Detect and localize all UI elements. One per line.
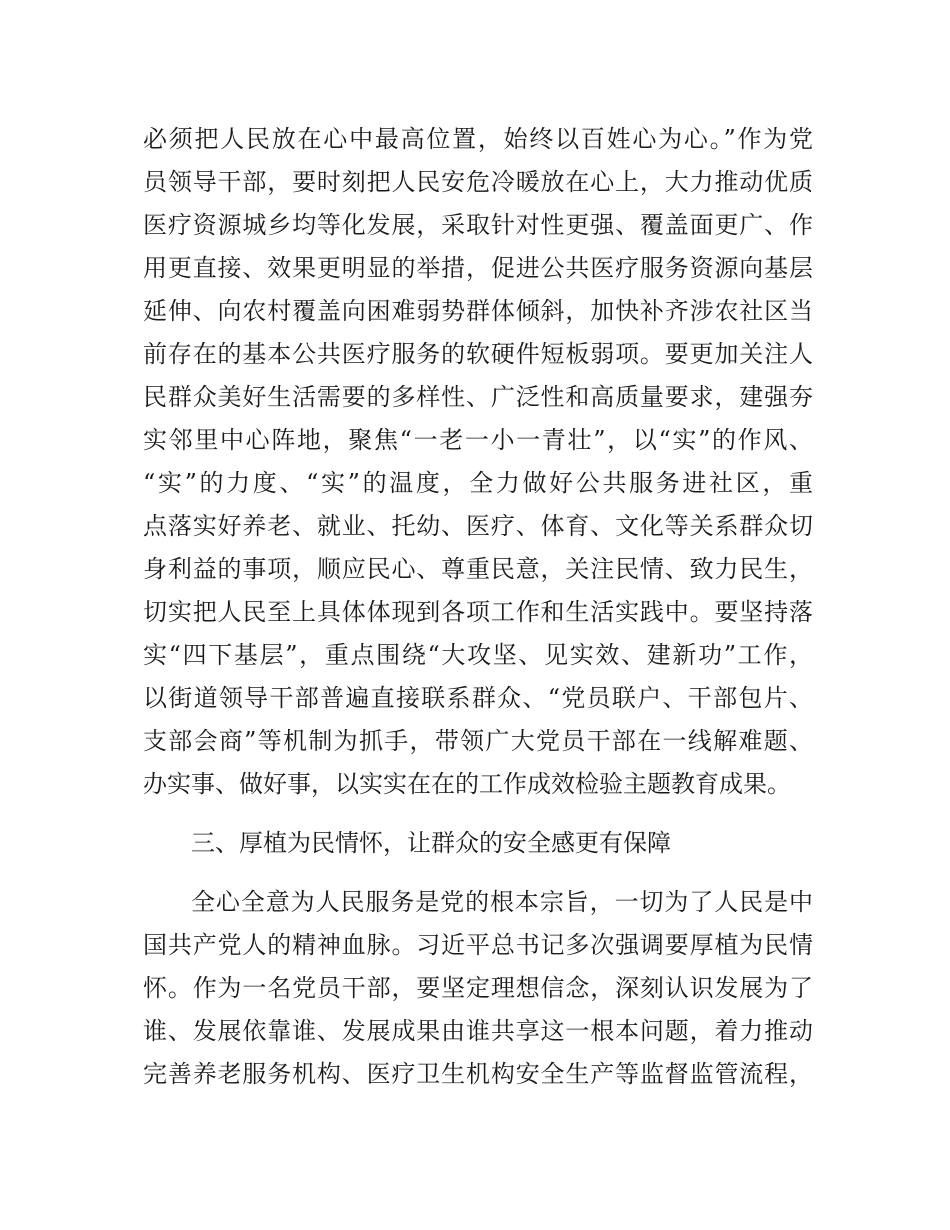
paragraph-line: 以街道领导干部普遍直接联系群众、“党员联户、干部包片、 — [143, 684, 813, 712]
section-heading: 三、厚植为民情怀，让群众的安全感更有保障 — [191, 829, 671, 857]
paragraph-line: 前存在的基本公共医疗服务的软硬件短板弱项。要更加关注人 — [143, 340, 813, 368]
paragraph-line: 办实事、做好事，以实实在在的工作成效检验主题教育成果。 — [143, 770, 791, 798]
paragraph-line: 谁、发展依靠谁、发展成果由谁共享这一根本问题，着力推动 — [143, 1017, 813, 1045]
paragraph-line: 实“四下基层”，重点围绕“大攻坚、见实效、建新功”工作， — [143, 641, 813, 669]
paragraph-line: 必须把人民放在心中最高位置，始终以百姓心为心。”作为党 — [143, 125, 813, 153]
paragraph-line: 身利益的事项，顺应民心、尊重民意，关注民情、致力民生， — [143, 555, 813, 583]
paragraph-line: 医疗资源城乡均等化发展，采取针对性更强、覆盖面更广、作 — [143, 211, 813, 239]
paragraph-line: 员领导干部，要时刻把人民安危冷暖放在心上，大力推动优质 — [143, 168, 813, 196]
paragraph-line: 国共产党人的精神血脉。习近平总书记多次强调要厚植为民情 — [143, 931, 813, 959]
paragraph-line: 切实把人民至上具体体现到各项工作和生活实践中。要坚持落 — [143, 598, 813, 626]
paragraph-line: 支部会商”等机制为抓手，带领广大党员干部在一线解难题、 — [143, 727, 813, 755]
paragraph-line: 用更直接、效果更明显的举措，促进公共医疗服务资源向基层 — [143, 254, 813, 282]
paragraph-line: 延伸、向农村覆盖向困难弱势群体倾斜，加快补齐涉农社区当 — [143, 297, 813, 325]
paragraph-line: 完善养老服务机构、医疗卫生机构安全生产等监督监管流程， — [143, 1060, 813, 1088]
paragraph-line: 实邻里中心阵地，聚焦“一老一小一青壮”，以“实”的作风、 — [143, 426, 813, 454]
paragraph-line: 全心全意为人民服务是党的根本宗旨，一切为了人民是中 — [191, 888, 813, 916]
paragraph-line: 民群众美好生活需要的多样性、广泛性和高质量要求，建强夯 — [143, 383, 813, 411]
paragraph-line: “实”的力度、“实”的温度，全力做好公共服务进社区，重 — [143, 469, 813, 497]
paragraph-line: 点落实好养老、就业、托幼、医疗、体育、文化等关系群众切 — [143, 512, 813, 540]
paragraph-line: 怀。作为一名党员干部，要坚定理想信念，深刻认识发展为了 — [143, 974, 813, 1002]
